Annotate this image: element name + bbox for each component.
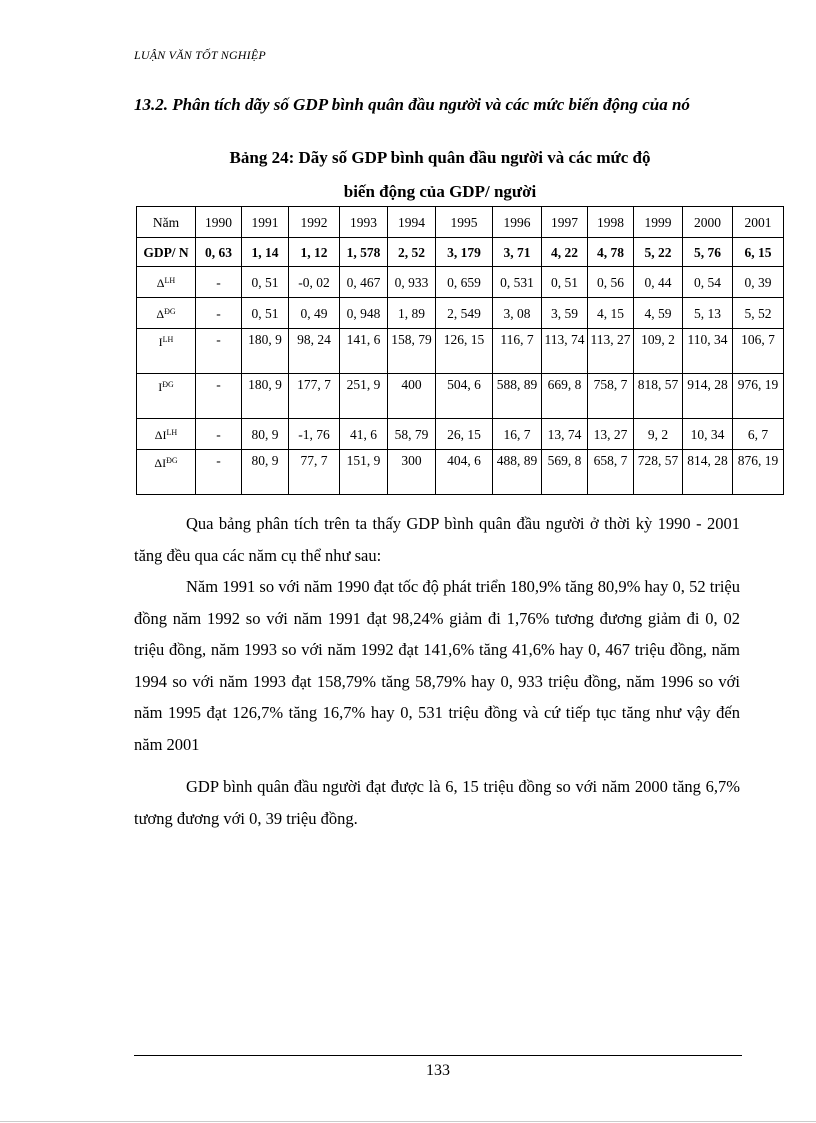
table-cell: 251, 9 bbox=[340, 374, 388, 419]
table-cell: 180, 9 bbox=[242, 374, 289, 419]
table-cell: 876, 19 bbox=[733, 450, 784, 495]
table-cell: 5, 22 bbox=[634, 238, 683, 267]
table-cell: 3, 179 bbox=[436, 238, 493, 267]
row-symbol-superscript: LH bbox=[162, 335, 174, 344]
table-cell: 976, 19 bbox=[733, 374, 784, 419]
row-symbol-base: Δ bbox=[156, 307, 165, 321]
header-year-cell: 1992 bbox=[289, 207, 340, 238]
table-cell: - bbox=[196, 329, 242, 374]
table-header-row bbox=[137, 207, 784, 238]
table-cell: 488, 89 bbox=[493, 450, 542, 495]
table-cell: 5, 76 bbox=[683, 238, 733, 267]
table-cell: 758, 7 bbox=[588, 374, 634, 419]
table-cell: 814, 28 bbox=[683, 450, 733, 495]
table-cell: 110, 34 bbox=[683, 329, 733, 374]
table-cell: 151, 9 bbox=[340, 450, 388, 495]
table-cell: - bbox=[196, 419, 242, 450]
table-cell: - bbox=[196, 450, 242, 495]
table-cell: 6, 15 bbox=[733, 238, 784, 267]
table-cell: 0, 49 bbox=[289, 298, 340, 329]
table-cell: 0, 54 bbox=[683, 267, 733, 298]
row-label bbox=[137, 419, 196, 450]
table-cell: 4, 59 bbox=[634, 298, 683, 329]
table-cell: 658, 7 bbox=[588, 450, 634, 495]
row-label bbox=[137, 298, 196, 329]
header-year-cell: 1993 bbox=[340, 207, 388, 238]
table-cell: 113, 74 bbox=[542, 329, 588, 374]
running-header: LUẬN VĂN TỐT NGHIỆP bbox=[134, 48, 266, 62]
table-cell: 2, 52 bbox=[388, 238, 436, 267]
table-cell: 3, 59 bbox=[542, 298, 588, 329]
table-cell: 113, 27 bbox=[588, 329, 634, 374]
table-cell: 58, 79 bbox=[388, 419, 436, 450]
table-cell: 569, 8 bbox=[542, 450, 588, 495]
row-symbol bbox=[155, 428, 177, 442]
table-cell: 0, 51 bbox=[242, 267, 289, 298]
table-cell: 1, 578 bbox=[340, 238, 388, 267]
table-cell: 914, 28 bbox=[683, 374, 733, 419]
table-cell: 0, 44 bbox=[634, 267, 683, 298]
header-year-cell: 2000 bbox=[683, 207, 733, 238]
table-row bbox=[137, 419, 784, 450]
table-cell: 10, 34 bbox=[683, 419, 733, 450]
header-year-cell: 1996 bbox=[493, 207, 542, 238]
table-cell: 116, 7 bbox=[493, 329, 542, 374]
table-cell: 77, 7 bbox=[289, 450, 340, 495]
table-cell: 3, 08 bbox=[493, 298, 542, 329]
row-symbol-superscript: ĐG bbox=[162, 380, 174, 389]
page-bottom-edge bbox=[0, 1121, 816, 1122]
table-cell: 0, 51 bbox=[242, 298, 289, 329]
table-caption-line-1: Bảng 24: Dãy số GDP bình quân đầu người và các mức độ bbox=[229, 148, 651, 167]
table-cell: -0, 02 bbox=[289, 267, 340, 298]
table-cell: 0, 56 bbox=[588, 267, 634, 298]
row-label bbox=[137, 450, 196, 495]
row-symbol-base: ΔI bbox=[154, 456, 167, 470]
paragraph-conclusion: GDP bình quân đầu người đạt được là 6, 15 triệu đồng so với năm 2000 tăng 6,7% tương đương với 0, 39 triệu đồng. bbox=[134, 777, 740, 828]
table-cell: 4, 78 bbox=[588, 238, 634, 267]
table-cell: 818, 57 bbox=[634, 374, 683, 419]
header-year-cell: 1997 bbox=[542, 207, 588, 238]
row-label bbox=[137, 267, 196, 298]
table-caption bbox=[134, 141, 746, 209]
table-cell: 0, 948 bbox=[340, 298, 388, 329]
table-cell: 404, 6 bbox=[436, 450, 493, 495]
table-cell: - bbox=[196, 374, 242, 419]
table-cell: 80, 9 bbox=[242, 419, 289, 450]
table-row bbox=[137, 374, 784, 419]
table-cell: 4, 22 bbox=[542, 238, 588, 267]
table-cell: 106, 7 bbox=[733, 329, 784, 374]
table-cell: -1, 76 bbox=[289, 419, 340, 450]
row-symbol bbox=[154, 456, 177, 470]
table-cell: 180, 9 bbox=[242, 329, 289, 374]
table-cell: 1, 14 bbox=[242, 238, 289, 267]
table-cell: 669, 8 bbox=[542, 374, 588, 419]
row-label bbox=[137, 374, 196, 419]
table-cell: 588, 89 bbox=[493, 374, 542, 419]
row-symbol bbox=[156, 307, 175, 321]
table-cell: 16, 7 bbox=[493, 419, 542, 450]
table-cell: 1, 12 bbox=[289, 238, 340, 267]
section-title: 13.2. Phân tích dãy số GDP bình quân đầu người và các mức biến động của nó bbox=[134, 95, 690, 114]
row-symbol-superscript: LH bbox=[166, 428, 178, 437]
header-year-cell: 1995 bbox=[436, 207, 493, 238]
table-row bbox=[137, 329, 784, 374]
table-cell: 1, 89 bbox=[388, 298, 436, 329]
row-symbol-base: I bbox=[158, 335, 163, 349]
footer-divider bbox=[134, 1055, 742, 1056]
table-cell: 13, 27 bbox=[588, 419, 634, 450]
table-cell: 26, 15 bbox=[436, 419, 493, 450]
table-row bbox=[137, 298, 784, 329]
row-symbol bbox=[158, 380, 174, 394]
table-cell: - bbox=[196, 298, 242, 329]
table-cell: 5, 52 bbox=[733, 298, 784, 329]
table-cell: 4, 15 bbox=[588, 298, 634, 329]
header-year-cell: 1999 bbox=[634, 207, 683, 238]
table-cell: 6, 7 bbox=[733, 419, 784, 450]
header-year-cell: 1998 bbox=[588, 207, 634, 238]
row-symbol-base: Δ bbox=[156, 276, 165, 290]
table-cell: 400 bbox=[388, 374, 436, 419]
table-row bbox=[137, 267, 784, 298]
table-cell: 9, 2 bbox=[634, 419, 683, 450]
table-caption-line-2: biến động của GDP/ người bbox=[343, 182, 537, 201]
paragraph-analysis: Năm 1991 so với năm 1990 đạt tốc độ phát triển 180,9% tăng 80,9% hay 0, 52 triệu đồng năm 1992 so với năm 1991 đạt 98,24% giảm đi 1,76% tương đương giảm đi 0, 02 triệu đồng, năm 1993 so với năm 1992 đạt 141,6% tăng 41,6% hay 0, 467 triệu đồng, năm 1994 so với năm 1993 đạt 158,79% tăng 58,79% hay 0, 933 triệu đồng, năm 1996 so với năm 1995 đạt 126,7% tăng 16,7% hay 0, 531 triệu đồng và cứ tiếp tục tăng như vậy đến năm 2001 bbox=[134, 577, 740, 754]
table-cell: 98, 24 bbox=[289, 329, 340, 374]
row-symbol-superscript: LH bbox=[164, 276, 176, 285]
row-label: GDP/ N bbox=[137, 238, 196, 267]
row-symbol-base: I bbox=[158, 380, 163, 394]
header-year-label: Năm bbox=[137, 207, 196, 238]
table-cell: 41, 6 bbox=[340, 419, 388, 450]
table-cell: 0, 51 bbox=[542, 267, 588, 298]
table-row bbox=[137, 238, 784, 267]
table-cell: 0, 531 bbox=[493, 267, 542, 298]
table-cell: 2, 549 bbox=[436, 298, 493, 329]
table-cell: 158, 79 bbox=[388, 329, 436, 374]
table-cell: 141, 6 bbox=[340, 329, 388, 374]
row-symbol-base: ΔI bbox=[154, 428, 167, 442]
header-year-cell: 1994 bbox=[388, 207, 436, 238]
row-symbol-superscript: ĐG bbox=[164, 307, 176, 316]
table-cell: 728, 57 bbox=[634, 450, 683, 495]
header-year-cell: 2001 bbox=[733, 207, 784, 238]
page-number: 133 bbox=[426, 1062, 450, 1079]
table-cell: 3, 71 bbox=[493, 238, 542, 267]
table-cell: 126, 15 bbox=[436, 329, 493, 374]
table-cell: 80, 9 bbox=[242, 450, 289, 495]
table-cell: 0, 933 bbox=[388, 267, 436, 298]
table-cell: 5, 13 bbox=[683, 298, 733, 329]
table-cell: 0, 467 bbox=[340, 267, 388, 298]
table-cell: 0, 659 bbox=[436, 267, 493, 298]
header-year-cell: 1991 bbox=[242, 207, 289, 238]
row-symbol-superscript: ĐG bbox=[166, 456, 178, 465]
header-year-cell: 1990 bbox=[196, 207, 242, 238]
table-cell: - bbox=[196, 267, 242, 298]
table-cell: 109, 2 bbox=[634, 329, 683, 374]
table-cell: 504, 6 bbox=[436, 374, 493, 419]
row-symbol bbox=[157, 276, 175, 290]
paragraph-intro: Qua bảng phân tích trên ta thấy GDP bình quân đầu người ở thời kỳ 1990 - 2001 tăng đều qua các năm cụ thể như sau: bbox=[134, 514, 740, 565]
table-row bbox=[137, 450, 784, 495]
table-cell: 0, 39 bbox=[733, 267, 784, 298]
table-cell: 300 bbox=[388, 450, 436, 495]
row-label bbox=[137, 329, 196, 374]
gdp-per-capita-table bbox=[136, 206, 784, 495]
table-cell: 0, 63 bbox=[196, 238, 242, 267]
row-symbol bbox=[159, 335, 174, 349]
table-cell: 13, 74 bbox=[542, 419, 588, 450]
table-cell: 177, 7 bbox=[289, 374, 340, 419]
